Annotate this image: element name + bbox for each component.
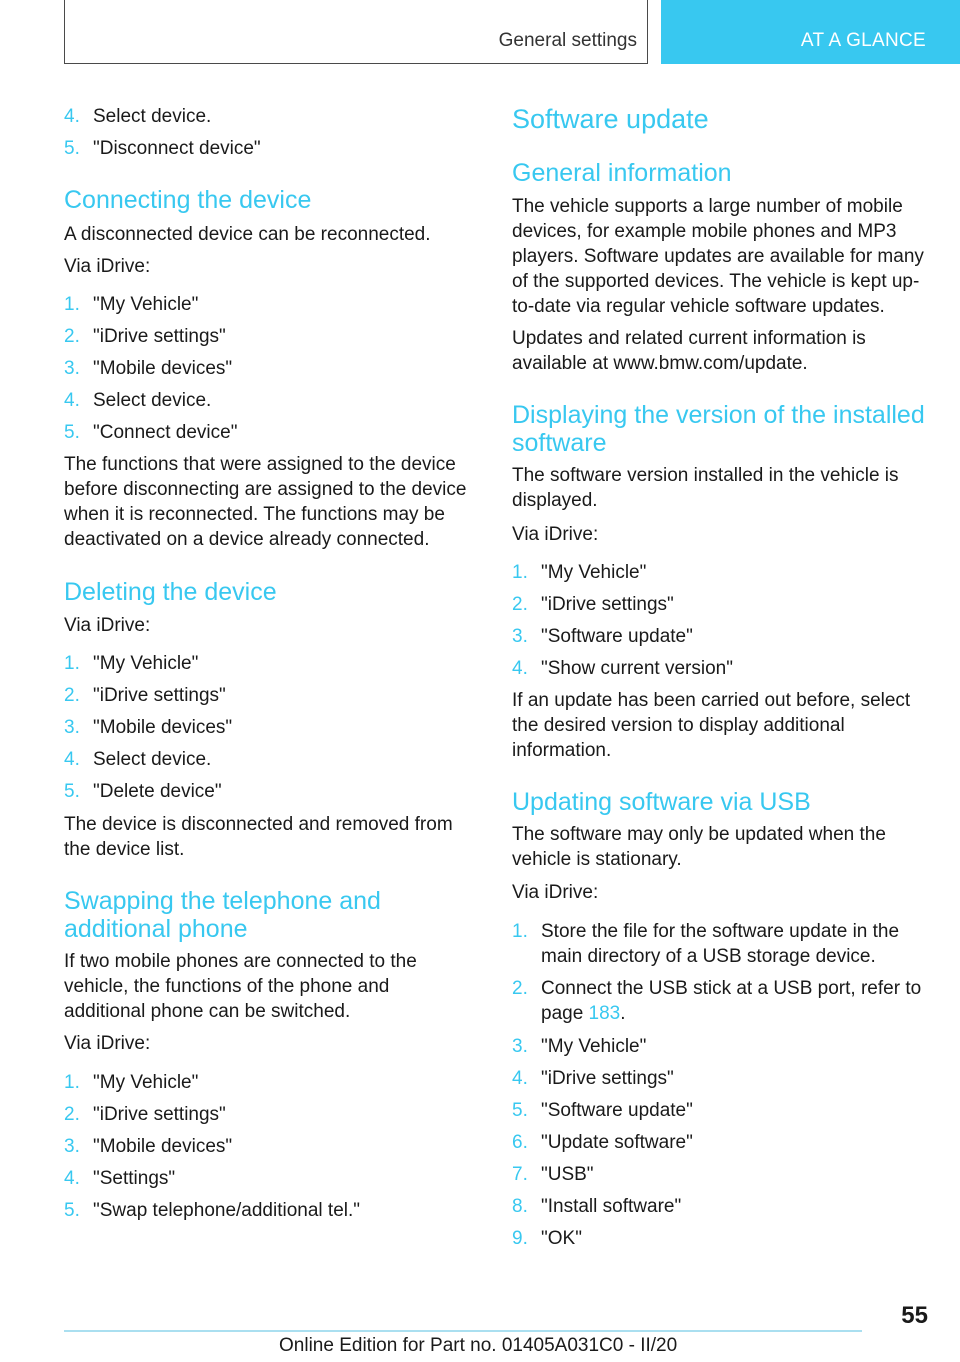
paragraph: If two mobile phones are connected to the vehicle, the functions of the phone and additional phone can be switched.	[64, 951, 417, 1022]
step-number: 5.	[64, 781, 80, 802]
step-number: 8.	[512, 1196, 528, 1217]
step-text: "iDrive settings"	[541, 594, 674, 615]
header-section-title: General settings	[498, 30, 637, 51]
header-tab	[661, 0, 960, 64]
step-text: "OK"	[541, 1228, 582, 1249]
step-text: "My Vehicle"	[541, 1036, 647, 1057]
step-text: "Mobile devices"	[93, 358, 233, 379]
paragraph: The functions that were assigned to the device before disconnecting are assigned to the device when it is reconnected. The functions may be deactivated on a device already connected.	[64, 454, 467, 550]
step-text: "My Vehicle"	[93, 1072, 199, 1093]
step-text: "My Vehicle"	[93, 294, 199, 315]
step-number: 4.	[64, 106, 80, 127]
step-text: Connect the USB stick at a USB port, refer to page 183.	[541, 978, 922, 1024]
step-number: 4.	[512, 1068, 528, 1089]
paragraph: If an update has been carried out before, select the desired version to display additional information.	[512, 690, 911, 761]
step-number: 3.	[64, 358, 80, 379]
step-number: 2.	[64, 685, 80, 706]
step-text: "My Vehicle"	[541, 562, 647, 583]
step-number: 1.	[64, 294, 80, 315]
step-text: Select device.	[93, 749, 212, 770]
via-idrive-label: Via iDrive:	[64, 615, 151, 636]
page-link[interactable]: 183	[588, 1003, 621, 1024]
paragraph: The device is disconnected and removed from the device list.	[64, 814, 453, 860]
header-box	[64, 0, 648, 64]
step-text: "Connect device"	[93, 422, 238, 443]
via-idrive-label: Via iDrive:	[64, 256, 151, 277]
step-text: "iDrive settings"	[541, 1068, 674, 1089]
page-number: 55	[901, 1302, 928, 1329]
step-text: "Delete device"	[93, 781, 222, 802]
step-text: "Update software"	[541, 1132, 693, 1153]
step-number: 2.	[64, 326, 80, 347]
step-number: 2.	[512, 594, 528, 615]
step-text: "Disconnect device"	[93, 138, 261, 159]
step-number: 6.	[512, 1132, 528, 1153]
footer-edition: Online Edition for Part no. 01405A031C0 - II/20	[279, 1335, 678, 1356]
step-text: "Mobile devices"	[93, 1136, 233, 1157]
step-text: "Swap telephone/additional tel."	[93, 1200, 361, 1221]
section-heading-displaying: Displaying the version of the installed software	[512, 401, 925, 457]
step-number: 4.	[64, 1168, 80, 1189]
step-text: "Install software"	[541, 1196, 682, 1217]
section-heading-general: General information	[512, 159, 732, 187]
step-number: 7.	[512, 1164, 528, 1185]
step-text: "Show current version"	[541, 658, 733, 679]
section-heading-swapping: Swapping the telephone and additional phone	[64, 887, 381, 943]
step-number: 5.	[64, 138, 80, 159]
step-number: 3.	[64, 1136, 80, 1157]
step-number: 2.	[64, 1104, 80, 1125]
footer-divider	[64, 1330, 862, 1332]
step-text: "Software update"	[541, 626, 693, 647]
step-number: 4.	[512, 658, 528, 679]
step-number: 3.	[64, 717, 80, 738]
step-number: 1.	[64, 653, 80, 674]
step-text: Select device.	[93, 106, 212, 127]
step-number: 5.	[512, 1100, 528, 1121]
page-title: Software update	[512, 104, 709, 134]
step-text: "My Vehicle"	[93, 653, 199, 674]
paragraph: A disconnected device can be reconnected.	[64, 224, 431, 245]
step-number: 1.	[512, 921, 528, 942]
via-idrive-label: Via iDrive:	[512, 882, 599, 903]
section-heading-deleting: Deleting the device	[64, 578, 277, 606]
paragraph: The software may only be updated when the vehicle is stationary.	[512, 824, 886, 870]
step-number: 9.	[512, 1228, 528, 1249]
step-number: 2.	[512, 978, 528, 999]
paragraph: Updates and related current information is available at www.bmw.com/update.	[512, 328, 866, 374]
step-number: 1.	[512, 562, 528, 583]
section-heading-connecting: Connecting the device	[64, 186, 312, 214]
step-number: 5.	[64, 1200, 80, 1221]
paragraph: The vehicle supports a large number of mobile devices, for example mobile phones and MP3 players. Software updates are available for many of the supported devices. The vehicle is kept up-to-date via regular vehicle software updates.	[512, 196, 924, 317]
header-tab-label: AT A GLANCE	[800, 30, 926, 51]
paragraph: The software version installed in the vehicle is displayed.	[512, 465, 899, 511]
section-heading-usb: Updating software via USB	[512, 788, 811, 816]
step-text: "iDrive settings"	[93, 685, 226, 706]
step-text: "Settings"	[93, 1168, 176, 1189]
step-text: "USB"	[541, 1164, 594, 1185]
step-number: 3.	[512, 626, 528, 647]
via-idrive-label: Via iDrive:	[64, 1033, 151, 1054]
step-number: 4.	[64, 749, 80, 770]
step-text: Select device.	[93, 390, 212, 411]
step-text: "Software update"	[541, 1100, 693, 1121]
via-idrive-label: Via iDrive:	[512, 524, 599, 545]
step-text: "Mobile devices"	[93, 717, 233, 738]
step-number: 4.	[64, 390, 80, 411]
step-number: 1.	[64, 1072, 80, 1093]
step-text: "iDrive settings"	[93, 1104, 226, 1125]
step-number: 3.	[512, 1036, 528, 1057]
step-number: 5.	[64, 422, 80, 443]
step-text: "iDrive settings"	[93, 326, 226, 347]
step-text: Store the file for the software update in the main directory of a USB storage device.	[541, 921, 900, 967]
